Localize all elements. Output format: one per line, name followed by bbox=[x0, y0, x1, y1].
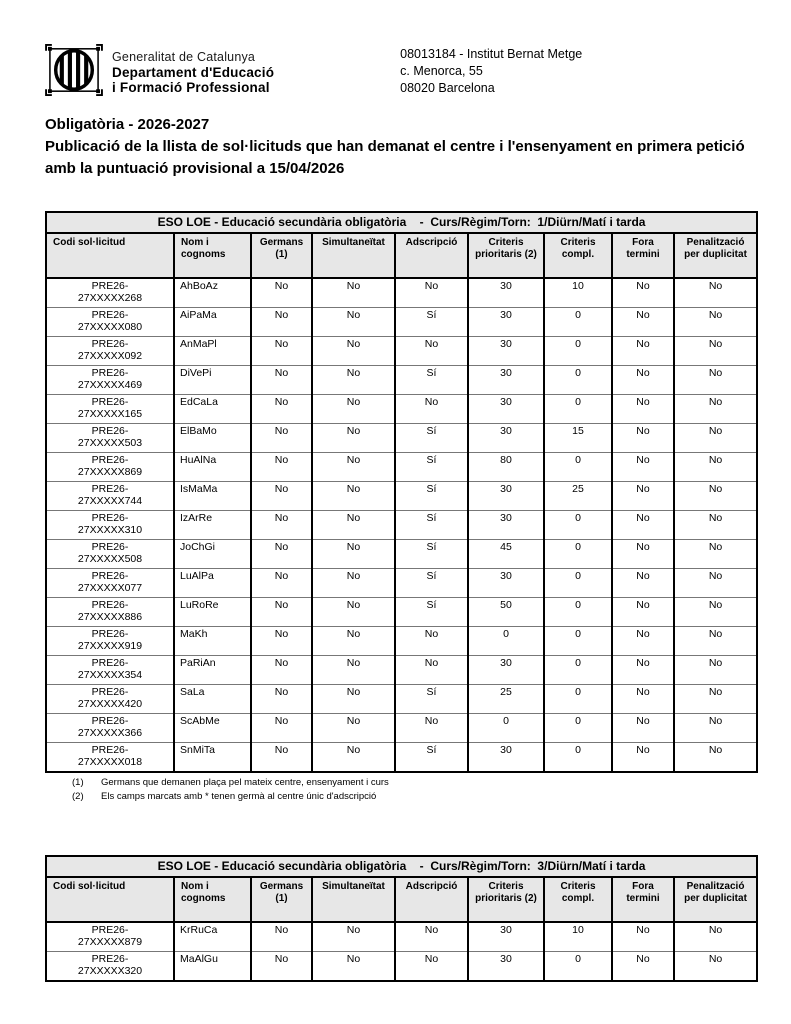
cell-criteris-compl: 0 bbox=[544, 569, 612, 598]
cell-penalitzacio-duplicitat: No bbox=[674, 540, 757, 569]
cell-criteris-prioritaris: 30 bbox=[468, 424, 544, 453]
cell-fora-termini: No bbox=[612, 656, 674, 685]
application-code: PRE26-27XXXXX869 bbox=[77, 454, 143, 478]
cell-germans: No bbox=[251, 424, 312, 453]
cell-criteris-prioritaris: 45 bbox=[468, 540, 544, 569]
column-header-fora-termini: Fora termini bbox=[612, 877, 674, 922]
column-header-germans: Germans (1) bbox=[251, 233, 312, 278]
table-row bbox=[46, 922, 757, 952]
cell-penalitzacio-duplicitat: No bbox=[674, 743, 757, 773]
application-code: PRE26-27XXXXX320 bbox=[77, 953, 143, 977]
application-code: PRE26-27XXXXX077 bbox=[77, 570, 143, 594]
application-code: PRE26-27XXXXX420 bbox=[77, 686, 143, 710]
table-row bbox=[46, 395, 757, 424]
cell-simultaneitat: No bbox=[312, 366, 395, 395]
table-row bbox=[46, 511, 757, 540]
cell-fora-termini: No bbox=[612, 511, 674, 540]
cell-penalitzacio-duplicitat: No bbox=[674, 308, 757, 337]
cell-codi-sollicitud bbox=[46, 482, 174, 511]
cell-simultaneitat: No bbox=[312, 395, 395, 424]
cell-penalitzacio-duplicitat: No bbox=[674, 395, 757, 424]
logo-dept-line: Departament d'Educació bbox=[112, 65, 275, 80]
footnote-text: Germans que demanen plaça pel mateix centre, ensenyament i curs bbox=[101, 777, 389, 788]
cell-simultaneitat: No bbox=[312, 424, 395, 453]
cell-fora-termini: No bbox=[612, 743, 674, 773]
application-code: PRE26-27XXXXX366 bbox=[77, 715, 143, 739]
column-header-penalitzacio-duplicitat: Penalització per duplicitat bbox=[674, 877, 757, 922]
cell-germans: No bbox=[251, 366, 312, 395]
table-row bbox=[46, 598, 757, 627]
table-row bbox=[46, 743, 757, 773]
cell-criteris-prioritaris: 30 bbox=[468, 952, 544, 982]
cell-simultaneitat: No bbox=[312, 656, 395, 685]
table-row bbox=[46, 278, 757, 308]
cell-simultaneitat: No bbox=[312, 922, 395, 952]
cell-codi-sollicitud bbox=[46, 366, 174, 395]
cell-simultaneitat: No bbox=[312, 482, 395, 511]
cell-criteris-compl: 0 bbox=[544, 395, 612, 424]
cell-fora-termini: No bbox=[612, 627, 674, 656]
column-header-codi-sollicitud: Codi sol·licitud bbox=[46, 877, 174, 922]
cell-penalitzacio-duplicitat: No bbox=[674, 922, 757, 952]
cell-criteris-compl: 10 bbox=[544, 278, 612, 308]
cell-adscripcio: Sí bbox=[395, 540, 468, 569]
cell-adscripcio: No bbox=[395, 714, 468, 743]
application-code: PRE26-27XXXXX886 bbox=[77, 599, 143, 623]
table-row bbox=[46, 627, 757, 656]
cell-criteris-prioritaris: 30 bbox=[468, 337, 544, 366]
cell-germans: No bbox=[251, 627, 312, 656]
cell-fora-termini: No bbox=[612, 714, 674, 743]
cell-simultaneitat: No bbox=[312, 569, 395, 598]
cell-penalitzacio-duplicitat: No bbox=[674, 482, 757, 511]
cell-criteris-prioritaris: 0 bbox=[468, 627, 544, 656]
cell-penalitzacio-duplicitat: No bbox=[674, 366, 757, 395]
cell-simultaneitat: No bbox=[312, 714, 395, 743]
cell-criteris-prioritaris: 80 bbox=[468, 453, 544, 482]
table-header-row bbox=[46, 233, 757, 278]
cell-nom-i-cognoms: PaRiAn bbox=[174, 656, 251, 685]
cell-adscripcio: Sí bbox=[395, 308, 468, 337]
cell-adscripcio: Sí bbox=[395, 743, 468, 773]
cell-germans: No bbox=[251, 598, 312, 627]
cell-criteris-prioritaris: 30 bbox=[468, 278, 544, 308]
cell-germans: No bbox=[251, 395, 312, 424]
cell-germans: No bbox=[251, 511, 312, 540]
cell-germans: No bbox=[251, 482, 312, 511]
cell-criteris-compl: 0 bbox=[544, 540, 612, 569]
applications-table-2 bbox=[45, 855, 758, 982]
cell-codi-sollicitud bbox=[46, 743, 174, 773]
cell-penalitzacio-duplicitat: No bbox=[674, 511, 757, 540]
cell-adscripcio: No bbox=[395, 337, 468, 366]
cell-criteris-compl: 0 bbox=[544, 714, 612, 743]
cell-germans: No bbox=[251, 453, 312, 482]
cell-simultaneitat: No bbox=[312, 278, 395, 308]
cell-codi-sollicitud bbox=[46, 656, 174, 685]
cell-adscripcio: Sí bbox=[395, 598, 468, 627]
cell-codi-sollicitud bbox=[46, 952, 174, 982]
column-header-adscripcio: Adscripció bbox=[395, 877, 468, 922]
cell-codi-sollicitud bbox=[46, 714, 174, 743]
cell-criteris-compl: 25 bbox=[544, 482, 612, 511]
cell-germans: No bbox=[251, 743, 312, 773]
table-title-row bbox=[46, 856, 757, 877]
cell-fora-termini: No bbox=[612, 598, 674, 627]
cell-simultaneitat: No bbox=[312, 540, 395, 569]
cell-penalitzacio-duplicitat: No bbox=[674, 952, 757, 982]
table-row bbox=[46, 685, 757, 714]
cell-germans: No bbox=[251, 540, 312, 569]
footnote-marker: (2) bbox=[72, 791, 84, 802]
cell-criteris-compl: 0 bbox=[544, 685, 612, 714]
cell-nom-i-cognoms: HuAlNa bbox=[174, 453, 251, 482]
document-title-block bbox=[45, 114, 751, 180]
cell-criteris-prioritaris: 30 bbox=[468, 308, 544, 337]
school-street: c. Menorca, 55 bbox=[400, 64, 483, 78]
cell-adscripcio: No bbox=[395, 627, 468, 656]
cell-criteris-compl: 0 bbox=[544, 627, 612, 656]
cell-penalitzacio-duplicitat: No bbox=[674, 278, 757, 308]
column-header-adscripcio: Adscripció bbox=[395, 233, 468, 278]
cell-criteris-compl: 0 bbox=[544, 337, 612, 366]
table-title-row bbox=[46, 212, 757, 233]
cell-fora-termini: No bbox=[612, 540, 674, 569]
cell-codi-sollicitud bbox=[46, 337, 174, 366]
cell-criteris-compl: 0 bbox=[544, 952, 612, 982]
column-header-germans: Germans (1) bbox=[251, 877, 312, 922]
cell-nom-i-cognoms: AhBoAz bbox=[174, 278, 251, 308]
table-section-2 bbox=[45, 855, 751, 982]
cell-nom-i-cognoms: LuAlPa bbox=[174, 569, 251, 598]
table-row bbox=[46, 308, 757, 337]
logo-text bbox=[112, 44, 274, 95]
column-header-criteris-compl: Criteris compl. bbox=[544, 877, 612, 922]
cell-penalitzacio-duplicitat: No bbox=[674, 714, 757, 743]
cell-fora-termini: No bbox=[612, 482, 674, 511]
table-row bbox=[46, 482, 757, 511]
cell-simultaneitat: No bbox=[312, 952, 395, 982]
table-row bbox=[46, 569, 757, 598]
column-header-fora-termini: Fora termini bbox=[612, 233, 674, 278]
cell-criteris-compl: 0 bbox=[544, 366, 612, 395]
cell-penalitzacio-duplicitat: No bbox=[674, 598, 757, 627]
logo-block bbox=[45, 44, 274, 96]
cell-codi-sollicitud bbox=[46, 395, 174, 424]
cell-simultaneitat: No bbox=[312, 685, 395, 714]
cell-adscripcio: Sí bbox=[395, 482, 468, 511]
cell-codi-sollicitud bbox=[46, 685, 174, 714]
cell-simultaneitat: No bbox=[312, 743, 395, 773]
cell-simultaneitat: No bbox=[312, 627, 395, 656]
table-row bbox=[46, 424, 757, 453]
footnote-text: Els camps marcats amb * tenen germà al centre únic d'adscripció bbox=[101, 791, 377, 802]
cell-adscripcio: Sí bbox=[395, 569, 468, 598]
column-header-nom-i-cognoms: Nom i cognoms bbox=[174, 877, 251, 922]
column-header-criteris-compl: Criteris compl. bbox=[544, 233, 612, 278]
footnote-2 bbox=[72, 790, 751, 804]
application-code: PRE26-27XXXXX268 bbox=[77, 280, 143, 304]
cell-codi-sollicitud bbox=[46, 511, 174, 540]
cell-criteris-prioritaris: 30 bbox=[468, 366, 544, 395]
cell-adscripcio: Sí bbox=[395, 424, 468, 453]
cell-nom-i-cognoms: SaLa bbox=[174, 685, 251, 714]
application-code: PRE26-27XXXXX165 bbox=[77, 396, 143, 420]
school-address-block bbox=[400, 44, 582, 97]
cell-codi-sollicitud bbox=[46, 627, 174, 656]
cell-codi-sollicitud bbox=[46, 278, 174, 308]
cell-fora-termini: No bbox=[612, 337, 674, 366]
cell-fora-termini: No bbox=[612, 278, 674, 308]
cell-nom-i-cognoms: ScAbMe bbox=[174, 714, 251, 743]
table-body bbox=[46, 922, 757, 981]
cell-criteris-prioritaris: 30 bbox=[468, 922, 544, 952]
cell-fora-termini: No bbox=[612, 395, 674, 424]
applications-table-1 bbox=[45, 211, 758, 773]
cell-criteris-prioritaris: 30 bbox=[468, 656, 544, 685]
cell-criteris-prioritaris: 30 bbox=[468, 743, 544, 773]
cell-adscripcio: No bbox=[395, 922, 468, 952]
cell-nom-i-cognoms: MaAlGu bbox=[174, 952, 251, 982]
cell-germans: No bbox=[251, 922, 312, 952]
cell-criteris-compl: 0 bbox=[544, 743, 612, 773]
cell-simultaneitat: No bbox=[312, 308, 395, 337]
table-section-1 bbox=[45, 211, 751, 804]
cell-codi-sollicitud bbox=[46, 598, 174, 627]
table-row bbox=[46, 656, 757, 685]
table-row bbox=[46, 337, 757, 366]
cell-adscripcio: Sí bbox=[395, 453, 468, 482]
cell-penalitzacio-duplicitat: No bbox=[674, 656, 757, 685]
application-code: PRE26-27XXXXX879 bbox=[77, 924, 143, 948]
cell-criteris-prioritaris: 0 bbox=[468, 714, 544, 743]
application-code: PRE26-27XXXXX092 bbox=[77, 338, 143, 362]
cell-nom-i-cognoms: SnMiTa bbox=[174, 743, 251, 773]
cell-penalitzacio-duplicitat: No bbox=[674, 685, 757, 714]
column-header-codi-sollicitud: Codi sol·licitud bbox=[46, 233, 174, 278]
footnote-1 bbox=[72, 776, 751, 790]
cell-fora-termini: No bbox=[612, 952, 674, 982]
cell-germans: No bbox=[251, 337, 312, 366]
cell-penalitzacio-duplicitat: No bbox=[674, 453, 757, 482]
cell-criteris-compl: 15 bbox=[544, 424, 612, 453]
cell-criteris-prioritaris: 25 bbox=[468, 685, 544, 714]
cell-criteris-compl: 10 bbox=[544, 922, 612, 952]
application-code: PRE26-27XXXXX018 bbox=[77, 744, 143, 768]
cell-criteris-prioritaris: 30 bbox=[468, 482, 544, 511]
title-publication-line: Publicació de la llista de sol·licituds que han demanat el centre i l'ensenyament en primera petició amb la puntuació provisional a 15/04/2026 bbox=[45, 138, 745, 177]
cell-adscripcio: No bbox=[395, 395, 468, 424]
table-title: ESO LOE - Educació secundària obligatòria - Curs/Règim/Torn: 3/Diürn/Matí i tarda bbox=[46, 856, 757, 877]
column-header-simultaneitat: Simultaneïtat bbox=[312, 233, 395, 278]
cell-codi-sollicitud bbox=[46, 308, 174, 337]
cell-adscripcio: No bbox=[395, 952, 468, 982]
cell-germans: No bbox=[251, 308, 312, 337]
table-title: ESO LOE - Educació secundària obligatòria - Curs/Règim/Torn: 1/Diürn/Matí i tarda bbox=[46, 212, 757, 233]
cell-codi-sollicitud bbox=[46, 922, 174, 952]
cell-codi-sollicitud bbox=[46, 540, 174, 569]
table-row bbox=[46, 453, 757, 482]
cell-simultaneitat: No bbox=[312, 337, 395, 366]
cell-germans: No bbox=[251, 569, 312, 598]
application-code: PRE26-27XXXXX310 bbox=[77, 512, 143, 536]
cell-penalitzacio-duplicitat: No bbox=[674, 627, 757, 656]
cell-criteris-prioritaris: 30 bbox=[468, 569, 544, 598]
generalitat-coat-of-arms-icon bbox=[45, 44, 103, 96]
cell-nom-i-cognoms: EdCaLa bbox=[174, 395, 251, 424]
cell-nom-i-cognoms: IzArRe bbox=[174, 511, 251, 540]
cell-nom-i-cognoms: IsMaMa bbox=[174, 482, 251, 511]
application-code: PRE26-27XXXXX080 bbox=[77, 309, 143, 333]
cell-adscripcio: Sí bbox=[395, 685, 468, 714]
cell-simultaneitat: No bbox=[312, 598, 395, 627]
cell-fora-termini: No bbox=[612, 308, 674, 337]
column-header-criteris-prioritaris: Criteris prioritaris (2) bbox=[468, 877, 544, 922]
cell-criteris-compl: 0 bbox=[544, 656, 612, 685]
footnotes-block bbox=[72, 776, 751, 804]
cell-simultaneitat: No bbox=[312, 511, 395, 540]
cell-criteris-compl: 0 bbox=[544, 453, 612, 482]
application-code: PRE26-27XXXXX508 bbox=[77, 541, 143, 565]
cell-fora-termini: No bbox=[612, 453, 674, 482]
cell-adscripcio: Sí bbox=[395, 511, 468, 540]
cell-criteris-compl: 0 bbox=[544, 308, 612, 337]
cell-adscripcio: Sí bbox=[395, 366, 468, 395]
cell-nom-i-cognoms: ElBaMo bbox=[174, 424, 251, 453]
column-header-nom-i-cognoms: Nom i cognoms bbox=[174, 233, 251, 278]
cell-nom-i-cognoms: AnMaPl bbox=[174, 337, 251, 366]
document-header bbox=[45, 44, 751, 97]
cell-penalitzacio-duplicitat: No bbox=[674, 337, 757, 366]
cell-fora-termini: No bbox=[612, 685, 674, 714]
cell-codi-sollicitud bbox=[46, 424, 174, 453]
logo-org-name: Generalitat de Catalunya bbox=[112, 50, 256, 64]
cell-simultaneitat: No bbox=[312, 453, 395, 482]
application-code: PRE26-27XXXXX354 bbox=[77, 657, 143, 681]
application-code: PRE26-27XXXXX744 bbox=[77, 483, 143, 507]
school-code-name: 08013184 - Institut Bernat Metge bbox=[400, 47, 583, 61]
column-header-simultaneitat: Simultaneïtat bbox=[312, 877, 395, 922]
cell-germans: No bbox=[251, 685, 312, 714]
cell-germans: No bbox=[251, 714, 312, 743]
cell-criteris-prioritaris: 30 bbox=[468, 395, 544, 424]
footnote-marker: (1) bbox=[72, 777, 84, 788]
column-header-criteris-prioritaris: Criteris prioritaris (2) bbox=[468, 233, 544, 278]
cell-fora-termini: No bbox=[612, 922, 674, 952]
table-row bbox=[46, 540, 757, 569]
cell-nom-i-cognoms: AiPaMa bbox=[174, 308, 251, 337]
cell-criteris-compl: 0 bbox=[544, 511, 612, 540]
cell-nom-i-cognoms: MaKh bbox=[174, 627, 251, 656]
table-body bbox=[46, 278, 757, 772]
application-code: PRE26-27XXXXX919 bbox=[77, 628, 143, 652]
cell-codi-sollicitud bbox=[46, 569, 174, 598]
cell-adscripcio: No bbox=[395, 656, 468, 685]
title-process-line: Obligatòria - 2026-2027 bbox=[45, 116, 210, 133]
table-header-row bbox=[46, 877, 757, 922]
column-header-penalitzacio-duplicitat: Penalització per duplicitat bbox=[674, 233, 757, 278]
cell-nom-i-cognoms: DiVePi bbox=[174, 366, 251, 395]
cell-nom-i-cognoms: LuRoRe bbox=[174, 598, 251, 627]
table-row bbox=[46, 366, 757, 395]
cell-penalitzacio-duplicitat: No bbox=[674, 424, 757, 453]
cell-criteris-prioritaris: 30 bbox=[468, 511, 544, 540]
application-code: PRE26-27XXXXX503 bbox=[77, 425, 143, 449]
table-row bbox=[46, 952, 757, 982]
cell-fora-termini: No bbox=[612, 569, 674, 598]
cell-germans: No bbox=[251, 656, 312, 685]
logo-dept-line: i Formació Professional bbox=[112, 80, 270, 95]
cell-adscripcio: No bbox=[395, 278, 468, 308]
cell-criteris-compl: 0 bbox=[544, 598, 612, 627]
cell-fora-termini: No bbox=[612, 366, 674, 395]
cell-nom-i-cognoms: JoChGi bbox=[174, 540, 251, 569]
application-code: PRE26-27XXXXX469 bbox=[77, 367, 143, 391]
school-city: 08020 Barcelona bbox=[400, 81, 495, 95]
cell-codi-sollicitud bbox=[46, 453, 174, 482]
table-row bbox=[46, 714, 757, 743]
cell-germans: No bbox=[251, 278, 312, 308]
cell-fora-termini: No bbox=[612, 424, 674, 453]
cell-nom-i-cognoms: KrRuCa bbox=[174, 922, 251, 952]
cell-germans: No bbox=[251, 952, 312, 982]
cell-penalitzacio-duplicitat: No bbox=[674, 569, 757, 598]
cell-criteris-prioritaris: 50 bbox=[468, 598, 544, 627]
